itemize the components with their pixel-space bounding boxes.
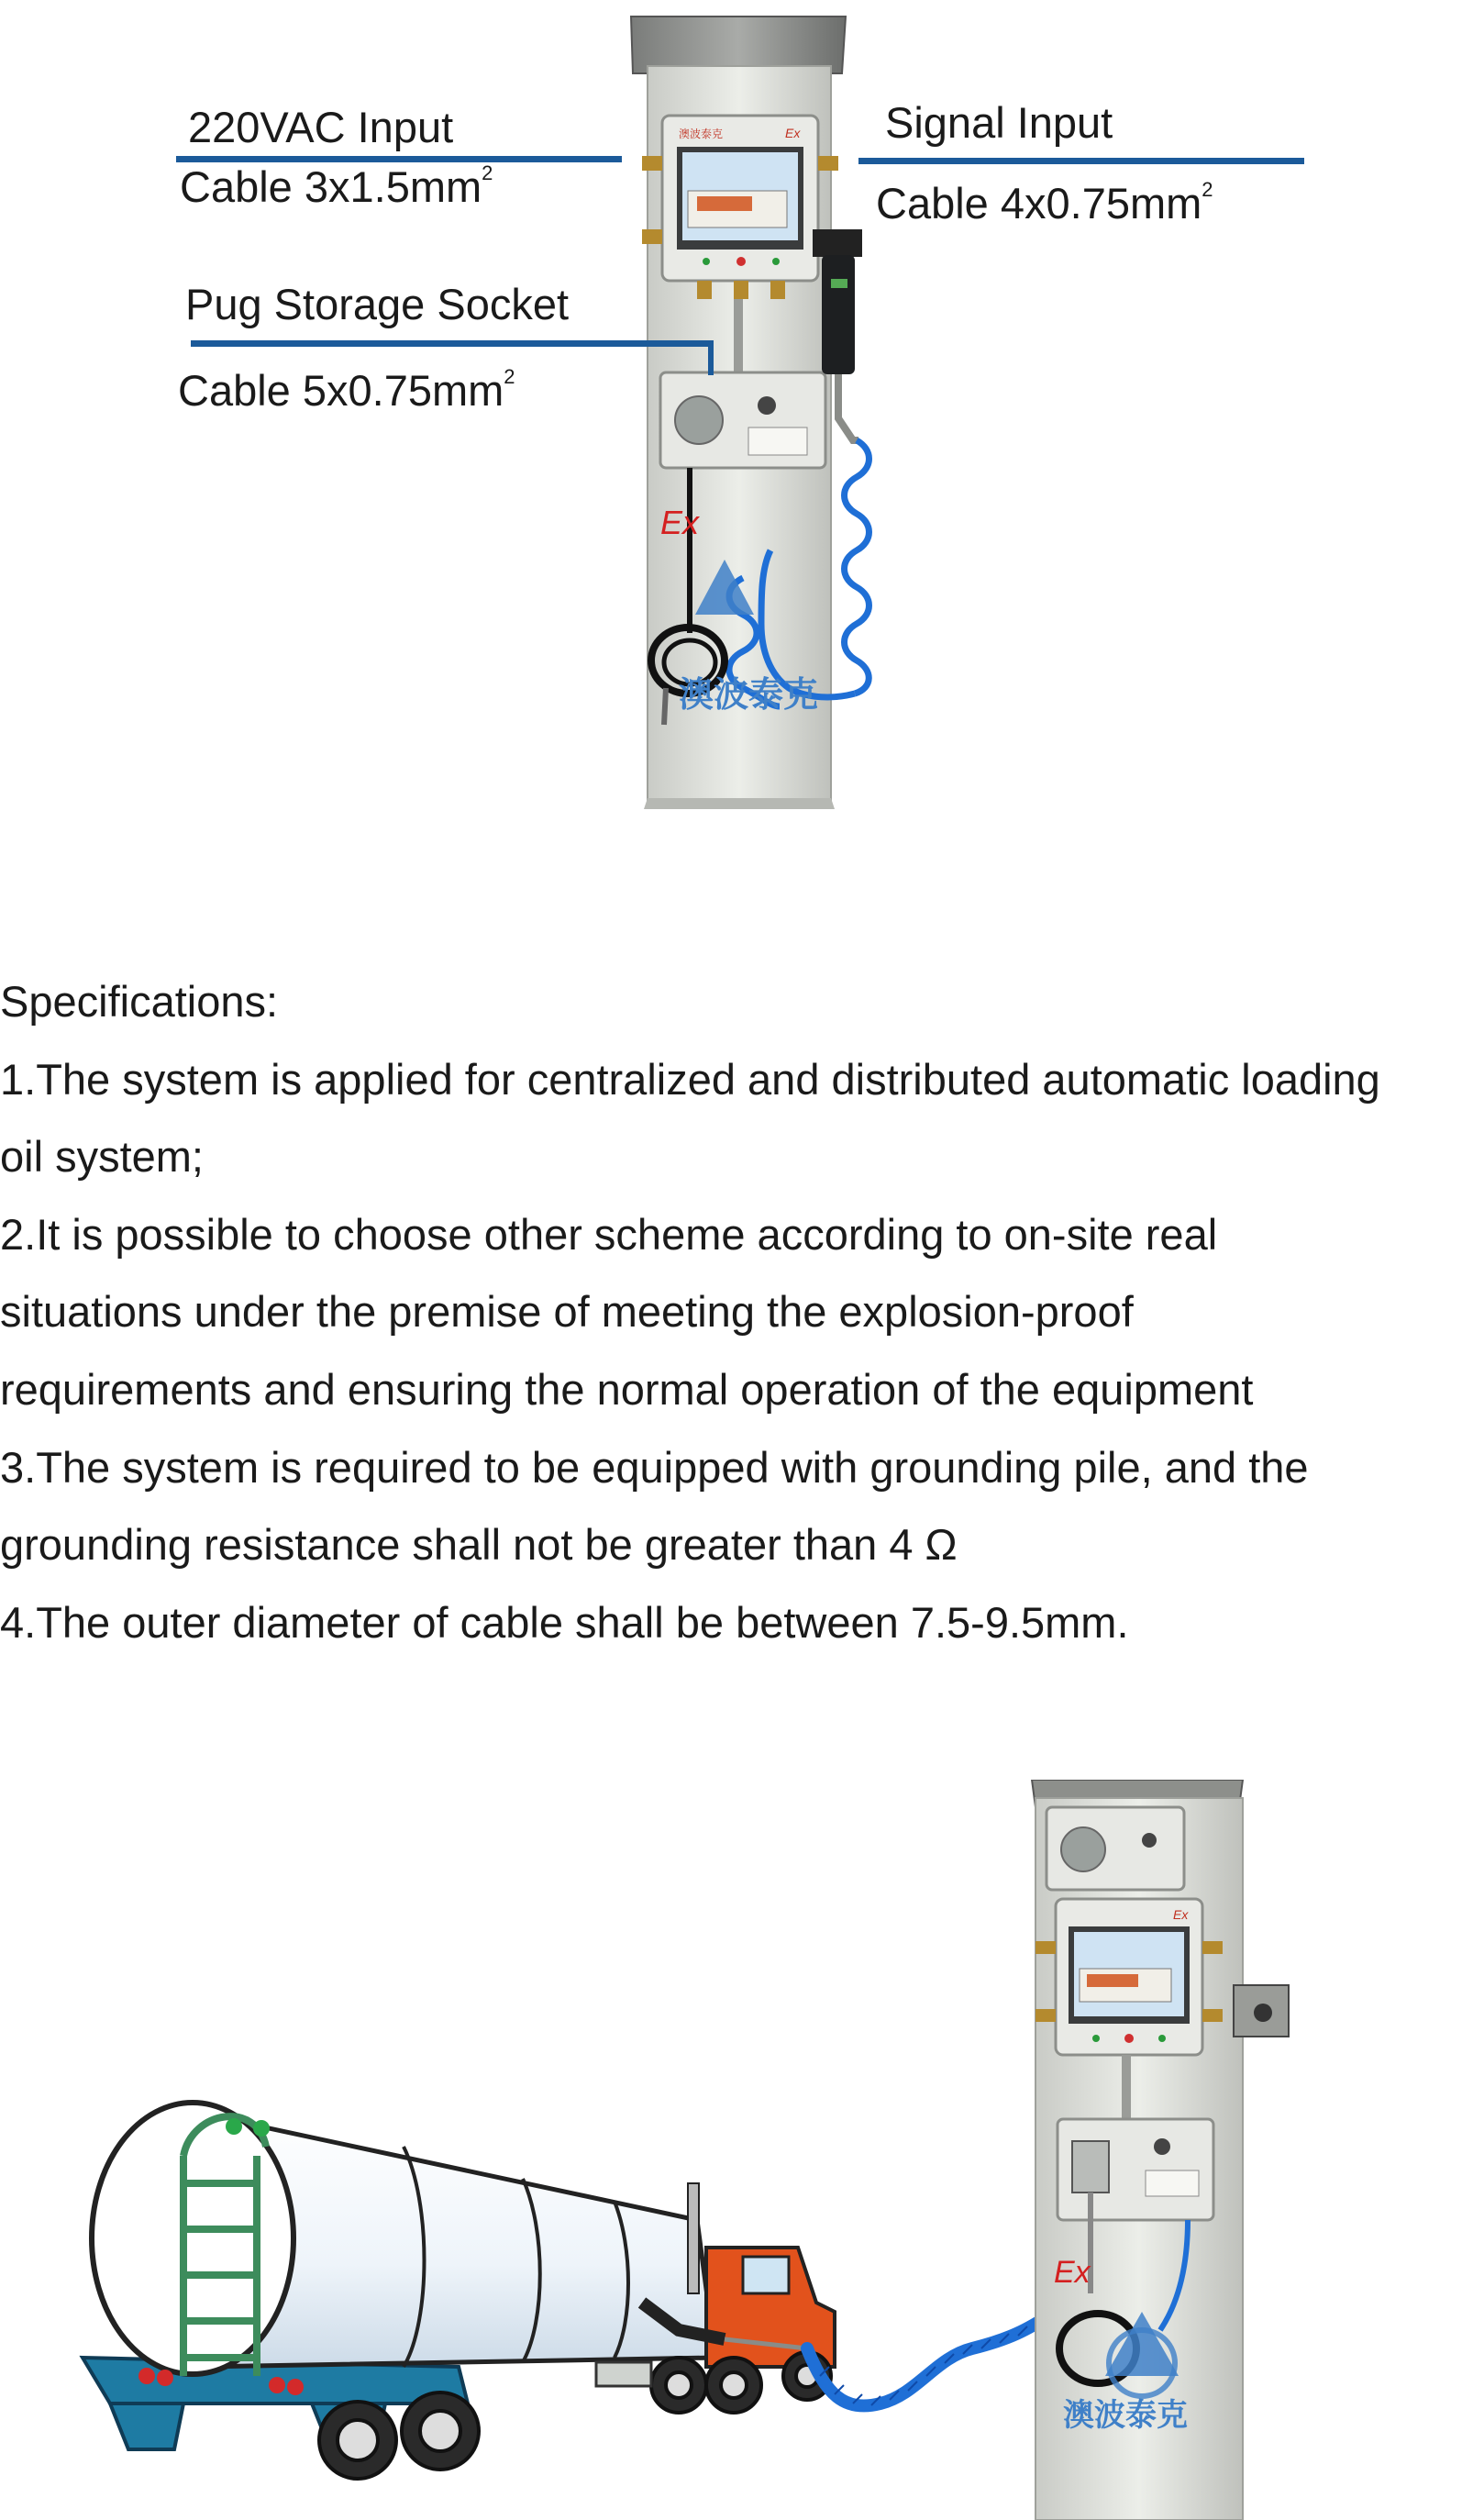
specifications-heading: Specifications: [0, 977, 279, 1026]
signal-input-cable [876, 178, 1213, 228]
plug-storage-label: Pug Storage Socket [185, 280, 570, 328]
bottom-diagram [0, 1761, 1484, 2520]
bottom-brand-text: 澳波泰克 [1063, 2397, 1188, 2434]
spec-line: 2.It is possible to choose other scheme according to on-site real [0, 1209, 1218, 1259]
spec-line: requirements and ensuring the normal operation of the equipment [0, 1364, 1254, 1414]
ac-input-cable-text: Cable 3x1.5mm [180, 162, 482, 211]
signal-input-line [858, 158, 1304, 164]
spec-line: oil system; [0, 1132, 204, 1182]
spec-line: situations under the premise of meeting the explosion-proof [0, 1287, 1134, 1337]
spec-line: 3.The system is required to be equipped with grounding pile, and the [0, 1442, 1309, 1492]
pole-roof [631, 17, 846, 73]
plug-storage-cable [178, 365, 515, 415]
panel-header-brand: 澳波泰克 [679, 128, 724, 140]
spec-line: 1.The system is applied for centralized and distributed automatic loading [0, 1054, 1380, 1104]
ex-mark: Ex [660, 504, 700, 541]
ac-input-label: 220VAC Input [188, 103, 454, 151]
top-diagram [0, 0, 1484, 826]
ac-input-cable [180, 161, 493, 211]
bottom-ex-mark: Ex [1054, 2255, 1091, 2290]
specifications-section [0, 963, 1484, 1661]
plug-storage-cable-text: Cable 5x0.75mm [178, 366, 504, 415]
plug-storage-cable-sup: 2 [504, 365, 515, 388]
brand-text: 澳波泰克 [679, 674, 819, 715]
bottom-controller-pole-illustration [1023, 1780, 1298, 2520]
signal-input-label: Signal Input [885, 98, 1113, 147]
grounding-controller-pole-illustration [587, 9, 899, 816]
plug-storage-line [191, 340, 714, 347]
plug-storage-leader [708, 340, 714, 375]
bottom-panel-ex-mark: Ex [1173, 1907, 1189, 1922]
panel-ex-mark: Ex [785, 126, 801, 140]
clamp-plug [822, 255, 855, 374]
signal-input-cable-text: Cable 4x0.75mm [876, 179, 1202, 228]
signal-input-cable-sup: 2 [1202, 178, 1213, 201]
ac-input-cable-sup: 2 [482, 161, 493, 184]
spec-line: 4.The outer diameter of cable shall be between 7.5-9.5mm. [0, 1597, 1129, 1647]
ac-input-line [176, 156, 622, 162]
spec-line: grounding resistance shall not be greater than 4 Ω [0, 1520, 958, 1570]
